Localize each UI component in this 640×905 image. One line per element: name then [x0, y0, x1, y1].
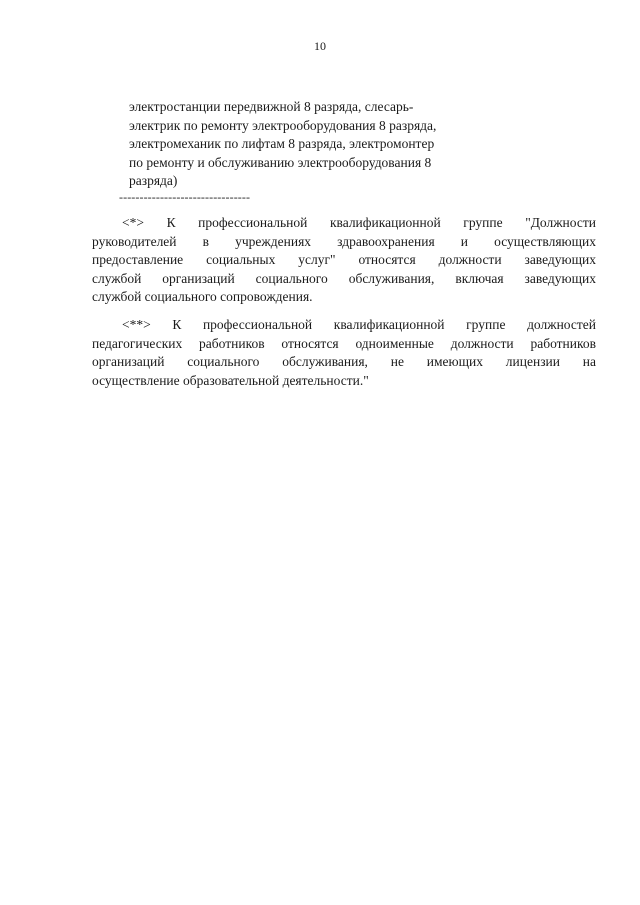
footnote-line: <**> К профессиональной квалификационной группе должностей — [122, 317, 596, 332]
page-number: 10 — [314, 39, 326, 53]
continuation-line: по ремонту и обслуживанию электрооборудования 8 — [129, 154, 432, 170]
footnote-line: службой организаций социального обслуживания, включая заведующих — [92, 270, 596, 286]
footnote-separator: -------------------------------- — [119, 190, 251, 204]
footnote-line: предоставление социальных услуг" относятся должности заведующих — [92, 252, 596, 268]
footnote-1 — [92, 214, 596, 307]
continuation-line: электростанции передвижной 8 разряда, слесарь- — [129, 99, 414, 114]
table-cell-continuation — [129, 98, 474, 191]
footnote-2 — [92, 316, 596, 390]
continuation-line: электрик по ремонту электрооборудования 8 разряда, — [129, 117, 437, 133]
footnote-line: службой социального сопровождения. — [92, 289, 313, 305]
footnote-line: организаций социального обслуживания, не имеющих лицензии на — [92, 354, 596, 370]
footnote-line: педагогических работников относятся одноименные должности работников — [92, 335, 596, 351]
footnote-line: <*> К профессиональной квалификационной группе "Должности — [122, 215, 596, 230]
footnote-line: руководителей в учреждениях здравоохранения и осуществляющих — [92, 233, 596, 249]
footnote-line: осуществление образовательной деятельности." — [92, 372, 369, 388]
continuation-line: разряда) — [129, 173, 178, 189]
continuation-line: электромеханик по лифтам 8 разряда, электромонтер — [129, 136, 435, 152]
